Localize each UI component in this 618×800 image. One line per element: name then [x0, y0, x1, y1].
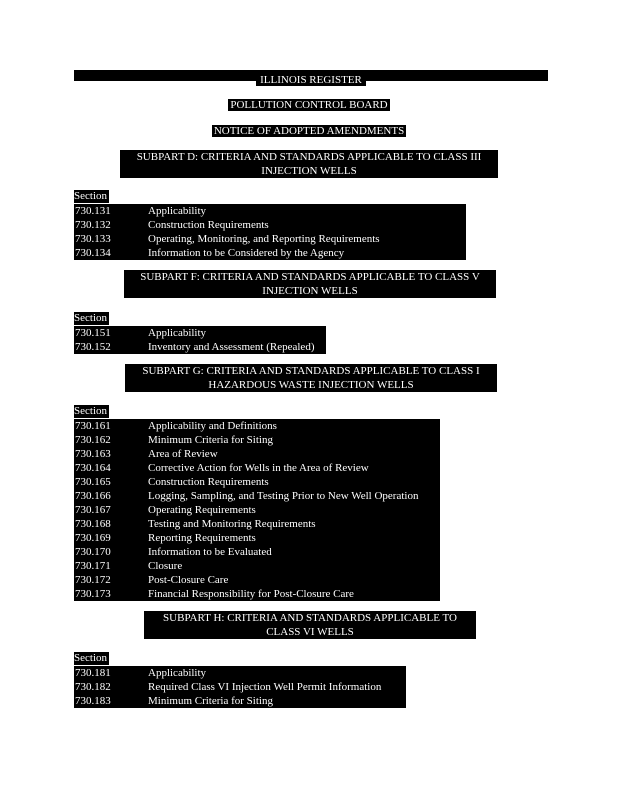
- subpart-h-section-label: Section: [74, 652, 107, 664]
- section-title: Operating Requirements: [146, 503, 440, 517]
- section-title: Applicability: [146, 666, 406, 680]
- section-number: 730.173: [74, 587, 146, 601]
- board-title: POLLUTION CONTROL BOARD: [230, 99, 388, 111]
- subpart-g-title-line1: SUBPART G: CRITERIA AND STANDARDS APPLICABLE TO CLASS I: [125, 364, 497, 378]
- section-title: Financial Responsibility for Post-Closure Care: [146, 587, 440, 601]
- section-title: Minimum Criteria for Siting: [146, 694, 406, 708]
- section-number: 730.171: [74, 559, 146, 573]
- subpart-g-title: [125, 364, 497, 392]
- section-number: 730.165: [74, 475, 146, 489]
- subpart-g-title-line2: HAZARDOUS WASTE INJECTION WELLS: [125, 378, 497, 392]
- section-number: 730.163: [74, 447, 146, 461]
- subpart-h-title: [144, 611, 476, 639]
- subpart-g-section-label: Section: [74, 405, 107, 417]
- section-number: 730.162: [74, 433, 146, 447]
- section-number: 730.182: [74, 680, 146, 694]
- section-title: Construction Requirements: [146, 475, 440, 489]
- section-title: Applicability: [146, 204, 466, 218]
- notice-title-wrap: [0, 121, 618, 139]
- subpart-h-title-line1: SUBPART H: CRITERIA AND STANDARDS APPLICABLE TO: [144, 611, 476, 625]
- section-number: 730.172: [74, 573, 146, 587]
- subpart-d-section-label: Section: [74, 190, 107, 202]
- section-title: Closure: [146, 559, 440, 573]
- section-number: 730.131: [74, 204, 146, 218]
- section-number: 730.183: [74, 694, 146, 708]
- section-number: 730.164: [74, 461, 146, 475]
- section-title: Inventory and Assessment (Repealed): [146, 340, 326, 354]
- subpart-f-section-label: Section: [74, 312, 107, 324]
- section-title: Post-Closure Care: [146, 573, 440, 587]
- notice-title: NOTICE OF ADOPTED AMENDMENTS: [213, 125, 405, 137]
- section-title: Required Class VI Injection Well Permit Information: [146, 680, 406, 694]
- section-title: Logging, Sampling, and Testing Prior to New Well Operation: [146, 489, 440, 503]
- subpart-f-title-line2: INJECTION WELLS: [124, 284, 496, 298]
- section-number: 730.152: [74, 340, 146, 354]
- section-title: Information to be Evaluated: [146, 545, 440, 559]
- section-title: Applicability: [146, 326, 326, 340]
- register-title: ILLINOIS REGISTER: [256, 74, 366, 86]
- section-number: 730.167: [74, 503, 146, 517]
- board-title-wrap: [0, 95, 618, 113]
- section-title: Operating, Monitoring, and Reporting Requirements: [146, 232, 466, 246]
- section-number: 730.133: [74, 232, 146, 246]
- subpart-h-title-line2: CLASS VI WELLS: [144, 625, 476, 639]
- register-title-wrap: [74, 70, 548, 88]
- section-number: 730.168: [74, 517, 146, 531]
- section-title: Reporting Requirements: [146, 531, 440, 545]
- subpart-d-title-line1: SUBPART D: CRITERIA AND STANDARDS APPLICABLE TO CLASS III: [120, 150, 498, 164]
- section-number: 730.181: [74, 666, 146, 680]
- section-title: Applicability and Definitions: [146, 419, 440, 433]
- section-number: 730.151: [74, 326, 146, 340]
- section-number: 730.166: [74, 489, 146, 503]
- section-number: 730.169: [74, 531, 146, 545]
- subpart-f-title-line1: SUBPART F: CRITERIA AND STANDARDS APPLICABLE TO CLASS V: [124, 270, 496, 284]
- section-title: Construction Requirements: [146, 218, 466, 232]
- section-title: Minimum Criteria for Siting: [146, 433, 440, 447]
- subpart-d-title: [120, 150, 498, 178]
- subpart-d-title-line2: INJECTION WELLS: [120, 164, 498, 178]
- subpart-f-title: [124, 270, 496, 298]
- section-title: Testing and Monitoring Requirements: [146, 517, 440, 531]
- section-number: 730.161: [74, 419, 146, 433]
- section-title: Corrective Action for Wells in the Area of Review: [146, 461, 440, 475]
- section-title: Area of Review: [146, 447, 440, 461]
- section-title: Information to be Considered by the Agency: [146, 246, 466, 260]
- section-number: 730.170: [74, 545, 146, 559]
- section-number: 730.134: [74, 246, 146, 260]
- section-number: 730.132: [74, 218, 146, 232]
